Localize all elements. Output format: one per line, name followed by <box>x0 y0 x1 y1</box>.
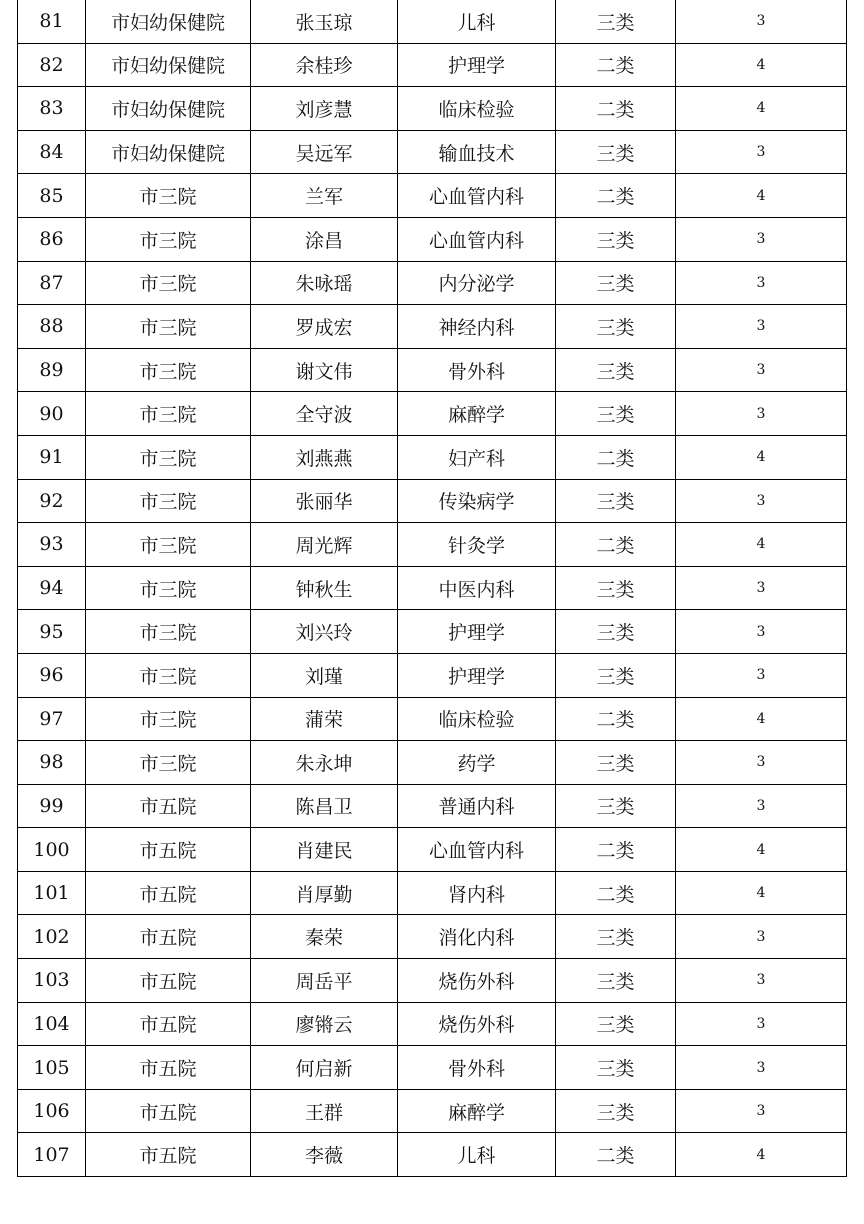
row-index-cell: 101 <box>18 871 86 915</box>
specialty-cell: 心血管内科 <box>398 828 556 872</box>
person-name-cell: 肖厚勤 <box>251 871 398 915</box>
row-index-cell: 90 <box>18 392 86 436</box>
table-body <box>18 0 847 1177</box>
row-index-cell: 107 <box>18 1133 86 1177</box>
category-cell: 三类 <box>556 348 676 392</box>
specialty-cell: 妇产科 <box>398 435 556 479</box>
row-index-cell: 87 <box>18 261 86 305</box>
category-cell: 三类 <box>556 1002 676 1046</box>
specialty-cell: 麻醉学 <box>398 392 556 436</box>
score-cell: 4 <box>676 523 847 567</box>
person-name-cell: 全守波 <box>251 392 398 436</box>
person-name-cell: 张玉琼 <box>251 0 398 43</box>
score-cell: 4 <box>676 174 847 218</box>
row-index-cell: 85 <box>18 174 86 218</box>
table-row <box>18 1002 847 1046</box>
table-row <box>18 217 847 261</box>
score-cell: 3 <box>676 741 847 785</box>
institution-cell: 市妇幼保健院 <box>86 87 251 131</box>
category-cell: 三类 <box>556 610 676 654</box>
category-cell: 三类 <box>556 392 676 436</box>
person-name-cell: 何启新 <box>251 1046 398 1090</box>
score-cell: 4 <box>676 435 847 479</box>
row-index-cell: 96 <box>18 653 86 697</box>
category-cell: 二类 <box>556 523 676 567</box>
row-index-cell: 99 <box>18 784 86 828</box>
person-name-cell: 刘瑾 <box>251 653 398 697</box>
specialty-cell: 心血管内科 <box>398 174 556 218</box>
specialty-cell: 中医内科 <box>398 566 556 610</box>
institution-cell: 市三院 <box>86 392 251 436</box>
table-row <box>18 741 847 785</box>
specialty-cell: 儿科 <box>398 0 556 43</box>
table-row <box>18 261 847 305</box>
table-row <box>18 610 847 654</box>
specialty-cell: 烧伤外科 <box>398 1002 556 1046</box>
table-row <box>18 1133 847 1177</box>
table-row <box>18 174 847 218</box>
institution-cell: 市三院 <box>86 435 251 479</box>
row-index-cell: 105 <box>18 1046 86 1090</box>
score-cell: 3 <box>676 915 847 959</box>
category-cell: 三类 <box>556 1089 676 1133</box>
person-name-cell: 肖建民 <box>251 828 398 872</box>
person-name-cell: 罗成宏 <box>251 305 398 349</box>
category-cell: 二类 <box>556 174 676 218</box>
institution-cell: 市三院 <box>86 479 251 523</box>
table-row <box>18 523 847 567</box>
institution-cell: 市三院 <box>86 261 251 305</box>
institution-cell: 市五院 <box>86 1133 251 1177</box>
institution-cell: 市五院 <box>86 1002 251 1046</box>
institution-cell: 市妇幼保健院 <box>86 130 251 174</box>
specialty-cell: 内分泌学 <box>398 261 556 305</box>
category-cell: 三类 <box>556 0 676 43</box>
score-cell: 4 <box>676 828 847 872</box>
category-cell: 二类 <box>556 43 676 87</box>
person-name-cell: 涂昌 <box>251 217 398 261</box>
specialty-cell: 针灸学 <box>398 523 556 567</box>
institution-cell: 市三院 <box>86 348 251 392</box>
table-row <box>18 566 847 610</box>
row-index-cell: 95 <box>18 610 86 654</box>
specialty-cell: 药学 <box>398 741 556 785</box>
score-cell: 4 <box>676 871 847 915</box>
specialty-cell: 输血技术 <box>398 130 556 174</box>
institution-cell: 市三院 <box>86 217 251 261</box>
institution-cell: 市五院 <box>86 828 251 872</box>
institution-cell: 市妇幼保健院 <box>86 43 251 87</box>
category-cell: 二类 <box>556 1133 676 1177</box>
row-index-cell: 106 <box>18 1089 86 1133</box>
specialty-cell: 麻醉学 <box>398 1089 556 1133</box>
category-cell: 二类 <box>556 697 676 741</box>
row-index-cell: 94 <box>18 566 86 610</box>
person-name-cell: 刘燕燕 <box>251 435 398 479</box>
category-cell: 二类 <box>556 435 676 479</box>
category-cell: 三类 <box>556 741 676 785</box>
score-cell: 3 <box>676 0 847 43</box>
institution-cell: 市五院 <box>86 1046 251 1090</box>
person-name-cell: 吴远军 <box>251 130 398 174</box>
specialty-cell: 护理学 <box>398 610 556 654</box>
person-name-cell: 钟秋生 <box>251 566 398 610</box>
specialty-cell: 神经内科 <box>398 305 556 349</box>
score-cell: 3 <box>676 479 847 523</box>
row-index-cell: 98 <box>18 741 86 785</box>
row-index-cell: 86 <box>18 217 86 261</box>
category-cell: 三类 <box>556 653 676 697</box>
category-cell: 三类 <box>556 959 676 1003</box>
row-index-cell: 89 <box>18 348 86 392</box>
table-row <box>18 1046 847 1090</box>
institution-cell: 市三院 <box>86 305 251 349</box>
person-name-cell: 王群 <box>251 1089 398 1133</box>
person-name-cell: 周光辉 <box>251 523 398 567</box>
score-cell: 3 <box>676 217 847 261</box>
specialty-cell: 临床检验 <box>398 87 556 131</box>
person-name-cell: 秦荣 <box>251 915 398 959</box>
institution-cell: 市五院 <box>86 871 251 915</box>
score-cell: 3 <box>676 261 847 305</box>
row-index-cell: 84 <box>18 130 86 174</box>
score-cell: 3 <box>676 348 847 392</box>
institution-cell: 市三院 <box>86 741 251 785</box>
table-row <box>18 697 847 741</box>
score-cell: 3 <box>676 653 847 697</box>
institution-cell: 市五院 <box>86 915 251 959</box>
score-cell: 3 <box>676 1002 847 1046</box>
specialty-cell: 普通内科 <box>398 784 556 828</box>
score-cell: 3 <box>676 392 847 436</box>
table-row <box>18 0 847 43</box>
specialty-cell: 消化内科 <box>398 915 556 959</box>
specialty-cell: 传染病学 <box>398 479 556 523</box>
person-name-cell: 余桂珍 <box>251 43 398 87</box>
table-row <box>18 348 847 392</box>
row-index-cell: 104 <box>18 1002 86 1046</box>
institution-cell: 市三院 <box>86 653 251 697</box>
table-row <box>18 1089 847 1133</box>
person-name-cell: 兰军 <box>251 174 398 218</box>
table-row <box>18 130 847 174</box>
person-name-cell: 朱咏瑶 <box>251 261 398 305</box>
specialty-cell: 骨外科 <box>398 348 556 392</box>
score-cell: 3 <box>676 784 847 828</box>
score-cell: 3 <box>676 566 847 610</box>
score-cell: 4 <box>676 1133 847 1177</box>
table-row <box>18 959 847 1003</box>
person-name-cell: 刘兴玲 <box>251 610 398 654</box>
institution-cell: 市三院 <box>86 174 251 218</box>
table-row <box>18 871 847 915</box>
specialty-cell: 儿科 <box>398 1133 556 1177</box>
specialty-cell: 心血管内科 <box>398 217 556 261</box>
institution-cell: 市三院 <box>86 610 251 654</box>
score-cell: 4 <box>676 697 847 741</box>
table-row <box>18 479 847 523</box>
category-cell: 三类 <box>556 566 676 610</box>
table-row <box>18 43 847 87</box>
specialty-cell: 骨外科 <box>398 1046 556 1090</box>
category-cell: 三类 <box>556 261 676 305</box>
institution-cell: 市三院 <box>86 566 251 610</box>
person-name-cell: 李薇 <box>251 1133 398 1177</box>
institution-cell: 市五院 <box>86 959 251 1003</box>
specialty-cell: 肾内科 <box>398 871 556 915</box>
person-name-cell: 张丽华 <box>251 479 398 523</box>
person-name-cell: 周岳平 <box>251 959 398 1003</box>
category-cell: 三类 <box>556 305 676 349</box>
row-index-cell: 91 <box>18 435 86 479</box>
score-cell: 3 <box>676 305 847 349</box>
table-row <box>18 828 847 872</box>
category-cell: 三类 <box>556 915 676 959</box>
table-row <box>18 784 847 828</box>
row-index-cell: 93 <box>18 523 86 567</box>
person-name-cell: 刘彦慧 <box>251 87 398 131</box>
row-index-cell: 82 <box>18 43 86 87</box>
specialty-cell: 护理学 <box>398 653 556 697</box>
score-cell: 3 <box>676 610 847 654</box>
institution-cell: 市妇幼保健院 <box>86 0 251 43</box>
row-index-cell: 88 <box>18 305 86 349</box>
row-index-cell: 100 <box>18 828 86 872</box>
table-row <box>18 653 847 697</box>
score-cell: 3 <box>676 959 847 1003</box>
category-cell: 三类 <box>556 1046 676 1090</box>
score-cell: 3 <box>676 1089 847 1133</box>
person-name-cell: 陈昌卫 <box>251 784 398 828</box>
person-name-cell: 廖锵云 <box>251 1002 398 1046</box>
category-cell: 三类 <box>556 479 676 523</box>
score-cell: 3 <box>676 130 847 174</box>
row-index-cell: 81 <box>18 0 86 43</box>
table-row <box>18 435 847 479</box>
institution-cell: 市三院 <box>86 697 251 741</box>
specialty-cell: 护理学 <box>398 43 556 87</box>
category-cell: 二类 <box>556 828 676 872</box>
score-cell: 3 <box>676 1046 847 1090</box>
row-index-cell: 83 <box>18 87 86 131</box>
score-cell: 4 <box>676 87 847 131</box>
row-index-cell: 97 <box>18 697 86 741</box>
category-cell: 三类 <box>556 217 676 261</box>
table-row <box>18 915 847 959</box>
row-index-cell: 103 <box>18 959 86 1003</box>
specialty-cell: 临床检验 <box>398 697 556 741</box>
institution-cell: 市五院 <box>86 784 251 828</box>
specialty-cell: 烧伤外科 <box>398 959 556 1003</box>
score-cell: 4 <box>676 43 847 87</box>
person-name-cell: 谢文伟 <box>251 348 398 392</box>
person-name-cell: 朱永坤 <box>251 741 398 785</box>
table-row <box>18 305 847 349</box>
row-index-cell: 92 <box>18 479 86 523</box>
category-cell: 二类 <box>556 871 676 915</box>
row-index-cell: 102 <box>18 915 86 959</box>
person-name-cell: 蒲荣 <box>251 697 398 741</box>
category-cell: 二类 <box>556 87 676 131</box>
institution-cell: 市五院 <box>86 1089 251 1133</box>
personnel-table <box>17 0 847 1177</box>
category-cell: 三类 <box>556 784 676 828</box>
institution-cell: 市三院 <box>86 523 251 567</box>
table-row <box>18 87 847 131</box>
category-cell: 三类 <box>556 130 676 174</box>
table-row <box>18 392 847 436</box>
